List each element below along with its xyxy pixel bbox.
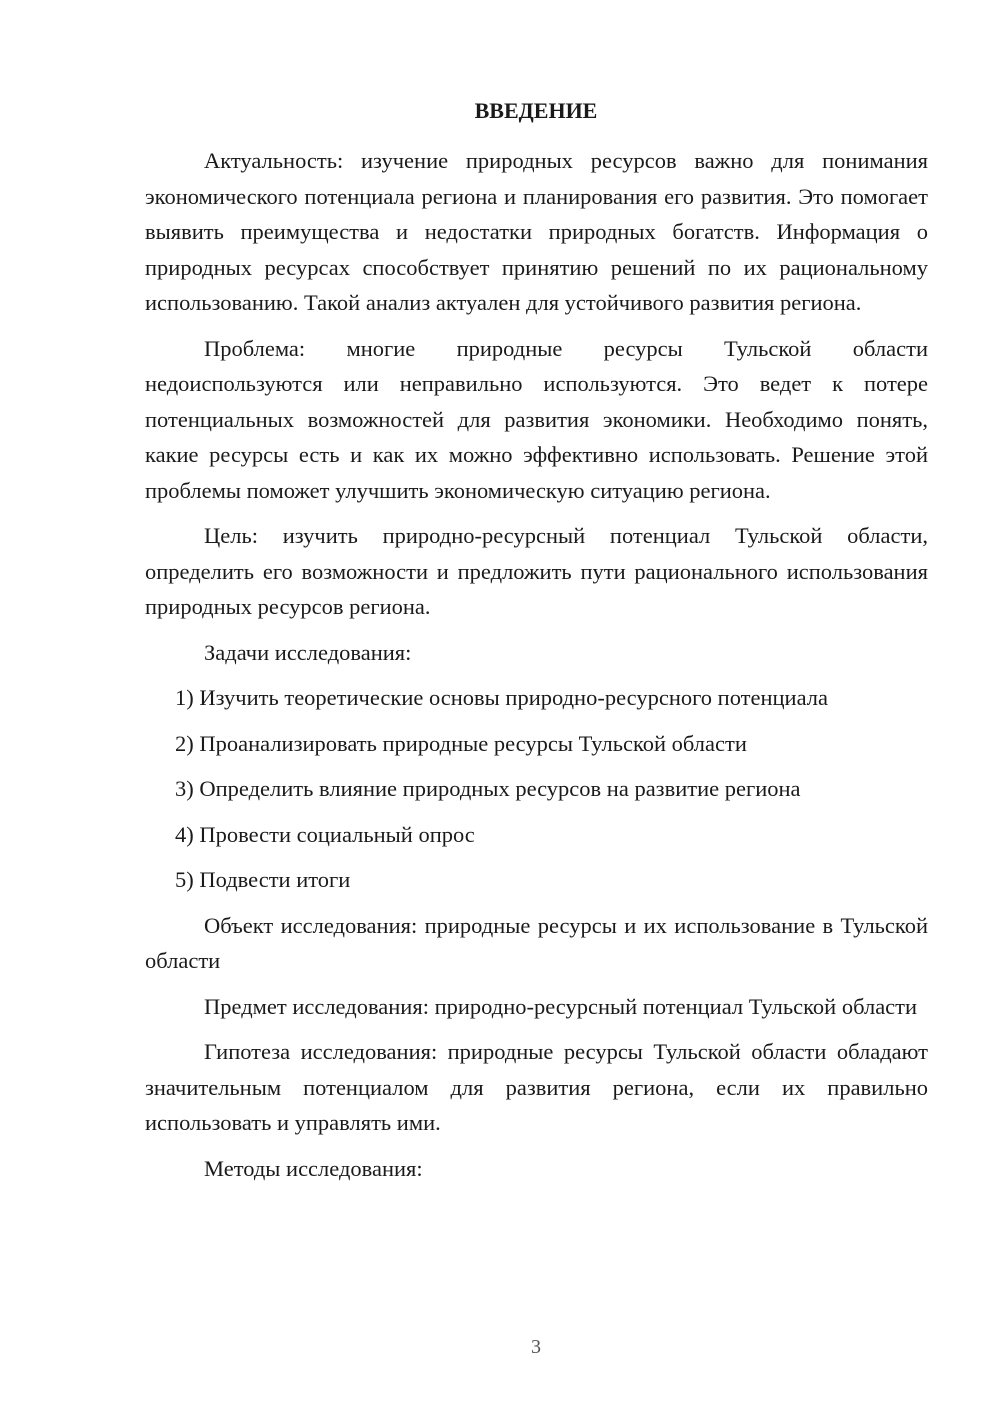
task-item-2: 2) Проанализировать природные ресурсы Тульской области bbox=[175, 730, 747, 756]
paragraph-goal: Цель: изучить природно-ресурсный потенциал Тульской области, определить его возможности и предложить пути рационального использования природных ресурсов региона. bbox=[145, 523, 928, 619]
task-item-1: 1) Изучить теоретические основы природно-ресурсного потенциала bbox=[175, 685, 828, 710]
tasks-heading: Задачи исследования: bbox=[204, 639, 412, 665]
paragraph-subject: Предмет исследования: природно-ресурсный потенциал Тульской области bbox=[204, 993, 918, 1019]
task-item-3: 3) Определить влияние природных ресурсов на развитие региона bbox=[175, 776, 801, 801]
document-body bbox=[145, 143, 928, 1196]
paragraph-object: Объект исследования: природные ресурсы и их использование в Тульской области bbox=[145, 912, 928, 973]
paragraph-problem: Проблема: многие природные ресурсы Тульской области недоиспользуются или неправильно используются. Это ведет к потере потенциальных возможностей для развития экономики. Необходимо понять, какие ресурсы есть и как их можно эффективно использовать. Решение этой проблемы поможет улучшить экономическую ситуацию региона. bbox=[145, 335, 928, 503]
paragraph-relevance: Актуальность: изучение природных ресурсов важно для понимания экономического потенциала региона и планирования его развития. Это помогает выявить преимущества и недостатки природных богатств. Информация о природных ресурсах способствует принятию решений по их рациональному использованию. Такой анализ актуален для устойчивого развития региона. bbox=[145, 148, 928, 315]
paragraph-hypothesis: Гипотеза исследования: природные ресурсы Тульской области обладают значительным потенциалом для развития региона, если их правильно использовать и управлять ими. bbox=[145, 1039, 928, 1135]
task-item-5: 5) Подвести итоги bbox=[175, 867, 351, 892]
methods-heading: Методы исследования: bbox=[204, 1155, 423, 1181]
page-number: 3 bbox=[531, 1336, 541, 1358]
task-item-4: 4) Провести социальный опрос bbox=[175, 821, 475, 847]
section-title: ВВЕДЕНИЕ bbox=[474, 98, 598, 123]
